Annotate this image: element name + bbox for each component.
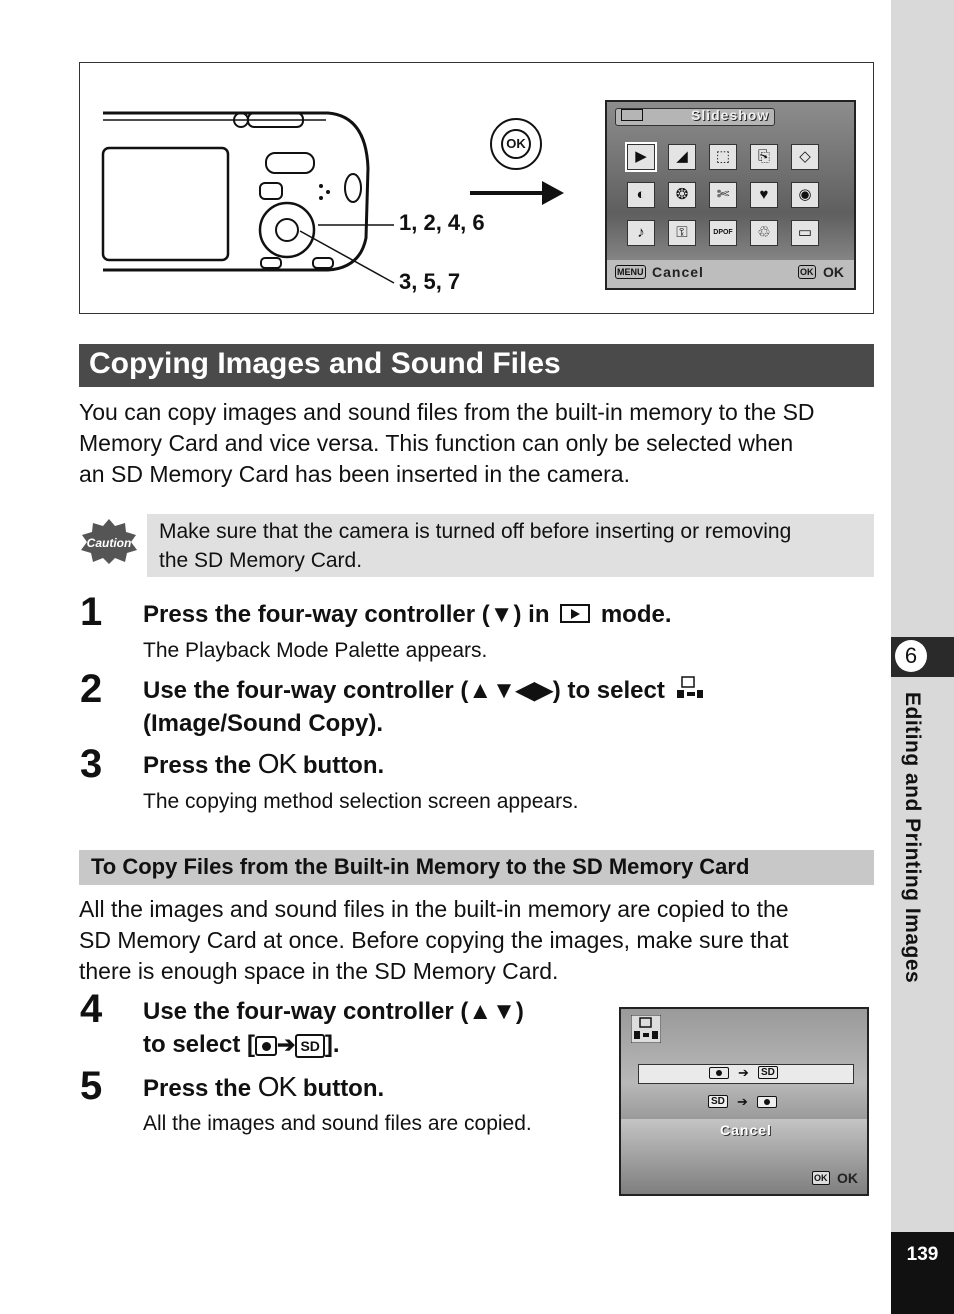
image-sound-copy-icon[interactable]: ⎘ xyxy=(750,144,778,170)
cropping-icon[interactable]: ⬚ xyxy=(709,144,737,170)
ok-button-icon: OK xyxy=(490,118,542,170)
protect-icon[interactable]: ⚿ xyxy=(668,220,696,246)
playback-icon xyxy=(621,109,643,121)
step-3-note: The copying method selection screen appears. xyxy=(143,790,579,813)
step-number: 5 xyxy=(80,1064,103,1108)
playback-mode-icon xyxy=(560,604,590,623)
step-number: 1 xyxy=(80,590,103,634)
svg-text:Caution: Caution xyxy=(86,536,132,550)
sub-paragraph: All the images and sound files in the built-in memory are copied to the SD Memory Card at once. Before copying the images, make sure that there is enough space in the SD Memory Card. xyxy=(79,896,789,984)
ok-key-icon: OK xyxy=(800,267,814,277)
copy-method-screen xyxy=(619,1007,869,1196)
caution-icon xyxy=(80,518,138,564)
palette-cancel: Cancel xyxy=(652,264,704,280)
voice-memo-icon[interactable]: ♪ xyxy=(627,220,655,246)
favorites-icon[interactable]: ♥ xyxy=(750,182,778,208)
start-screen-icon[interactable]: ▭ xyxy=(791,220,819,246)
camera-figure xyxy=(79,62,874,314)
step-number: 3 xyxy=(80,742,103,786)
arrow-icon: ➔ xyxy=(277,1032,296,1057)
step-number: 2 xyxy=(80,667,103,711)
chapter-title: Editing and Printing Images xyxy=(901,692,924,984)
ok-key-icon: OK xyxy=(814,1173,828,1183)
option-cancel[interactable]: Cancel xyxy=(720,1122,772,1138)
palette-title: Slideshow xyxy=(691,107,770,123)
step-number: 4 xyxy=(80,987,103,1031)
arrow-right-icon xyxy=(468,178,568,208)
red-eye-icon[interactable]: ◉ xyxy=(791,182,819,208)
ok-glyph: OK xyxy=(257,748,297,779)
option-sd-to-memory[interactable]: SD ➔ xyxy=(638,1094,852,1112)
playback-palette-screen xyxy=(605,100,856,290)
screen-ok: OK xyxy=(837,1170,858,1186)
brightness-filter-icon[interactable]: ❂ xyxy=(668,182,696,208)
recovery-icon[interactable]: ♲ xyxy=(750,220,778,246)
step-4-title: Use the four-way controller (▲▼) to select [ ➔ SD ]. xyxy=(143,998,524,1058)
callout-steps-b: 3, 5, 7 xyxy=(399,269,461,294)
sd-card-icon: SD xyxy=(295,1034,324,1058)
sub-heading: To Copy Files from the Built-in Memory to the SD Memory Card xyxy=(79,850,874,885)
step-5-note: All the images and sound files are copied. xyxy=(143,1112,532,1135)
section-title: Copying Images and Sound Files xyxy=(79,344,874,387)
option-memory-to-sd[interactable]: ➔ SD xyxy=(638,1064,854,1084)
step-1-title: Press the four-way controller (▼) in mode. xyxy=(143,601,672,628)
rotate-icon[interactable]: ◇ xyxy=(791,144,819,170)
menu-key-icon: MENU xyxy=(617,267,644,277)
caution-note: Make sure that the camera is turned off before inserting or removing the SD Memory Card. xyxy=(147,514,874,577)
chapter-number: 6 xyxy=(895,640,927,672)
callout-steps-a: 1, 2, 4, 6 xyxy=(399,210,485,235)
page-number: 139 xyxy=(891,1232,954,1314)
step-3-title: Press the OK button. xyxy=(143,748,385,779)
ok-glyph: OK xyxy=(257,1071,297,1102)
frame-composite-icon[interactable]: ✄ xyxy=(709,182,737,208)
dpof-icon[interactable]: DPOF xyxy=(709,220,737,246)
resize-icon[interactable]: ◢ xyxy=(668,144,696,170)
step-5-title: Press the OK button. xyxy=(143,1071,385,1102)
intro-paragraph: You can copy images and sound files from the built-in memory to the SD Memory Card and vice versa. This function can only be selected when an SD Memory Card has been inserted in the camera. xyxy=(79,399,815,487)
image-sound-copy-icon xyxy=(676,676,704,700)
digital-filter-icon[interactable]: ◐ xyxy=(627,182,655,208)
slideshow-icon[interactable]: ▶ xyxy=(627,144,655,170)
step-2-title: Use the four-way controller (▲▼◀▶) to select (Image/Sound Copy). xyxy=(143,674,863,740)
palette-ok: OK xyxy=(823,264,844,280)
image-sound-copy-icon xyxy=(631,1015,661,1043)
built-in-memory-icon xyxy=(255,1036,277,1056)
step-1-note: The Playback Mode Palette appears. xyxy=(143,639,488,662)
